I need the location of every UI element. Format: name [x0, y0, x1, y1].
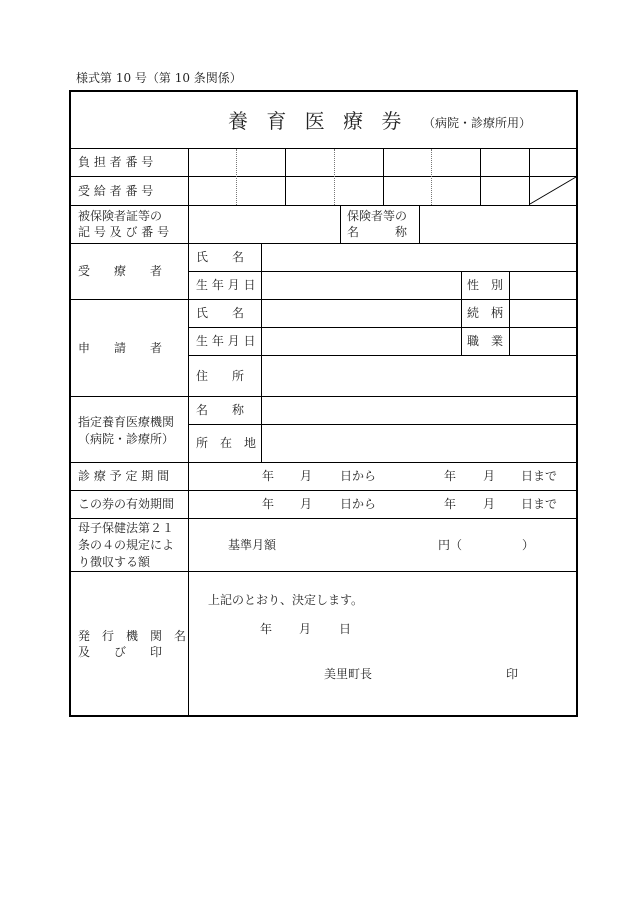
patient-birthdate-label: 生 年 月 日 — [196, 278, 256, 292]
diagonal-slash — [529, 176, 577, 205]
border-top — [69, 90, 578, 92]
applicant-birthdate-label: 生 年 月 日 — [196, 334, 256, 348]
border-bottom — [69, 715, 578, 717]
applicant-name-label: 氏 名 — [196, 306, 245, 320]
issuer-mayor: 美里町長 — [324, 667, 373, 681]
treatment-period-label: 診 療 予 定 期 間 — [78, 469, 170, 483]
recipient-number-label: 受 給 者 番 号 — [78, 184, 154, 198]
validity-period-label: この券の有効期間 — [78, 497, 175, 511]
fee-monthly-label: 基準月額 — [228, 538, 277, 552]
institution-location-label: 所 在 地 — [196, 436, 257, 450]
fee-yen-label: 円（ — [438, 538, 463, 552]
issuer-statement: 上記のとおり、決定します。 — [208, 593, 364, 607]
institution-name-label: 名 称 — [196, 403, 245, 417]
patient-label: 受 療 者 — [78, 264, 163, 278]
applicant-relation-label: 続 柄 — [467, 306, 504, 320]
form-subtitle: （病院・診療所用） — [423, 116, 532, 130]
applicant-label: 申 請 者 — [78, 341, 163, 355]
patient-name-label: 氏 名 — [196, 250, 245, 264]
form-title: 養 育 医 療 券 — [228, 109, 408, 133]
fee-close-paren: ） — [522, 538, 535, 552]
form-reference: 様式第 10 号（第 10 条関係） — [76, 71, 242, 85]
patient-sex-label: 性 別 — [467, 278, 504, 292]
applicant-occupation-label: 職 業 — [467, 334, 504, 348]
payer-number-label: 負 担 者 番 号 — [78, 155, 154, 169]
border-left — [69, 90, 71, 717]
applicant-address-label: 住 所 — [196, 369, 245, 383]
issuer-seal: 印 — [506, 667, 519, 681]
